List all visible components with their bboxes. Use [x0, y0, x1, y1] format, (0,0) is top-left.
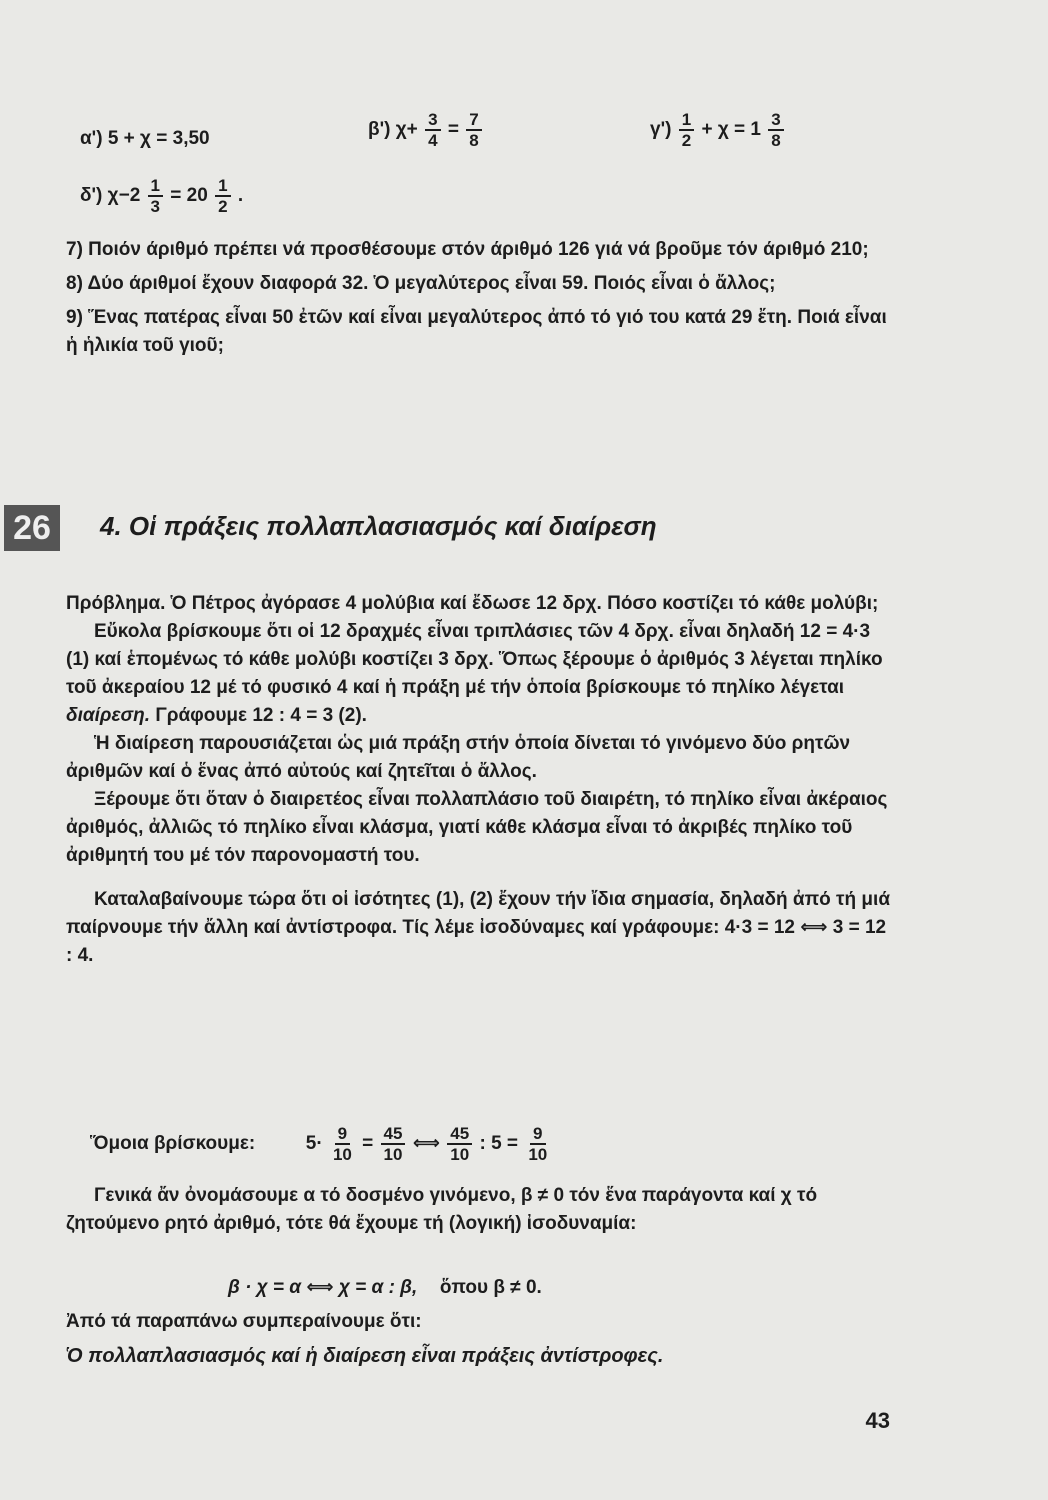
paragraph-4: Καταλαβαίνουμε τώρα ὅτι οἱ ἰσότητες (1), (2) ἔχουν τήν ἴδια σημασία, δηλαδή ἀπό τή μιά παίρνουμε τήν ἄλλη καί ἀντίστροφα. Τίς λέμε ἰσοδύναμες καί γράφουμε: 4·3 = 12 ⟺ 3 = 12 : 4. [66, 889, 890, 966]
numerator: 1 [679, 110, 694, 131]
denominator: 10 [528, 1145, 548, 1164]
problem-9: 9) Ἕνας πατέρας εἶναι 50 ἐτῶν καί εἶναι μεγαλύτερος ἀπό τό γιό του κατά 29 ἔτη. Ποιά εἶναι ἡ ἡλικία τοῦ γιοῦ; [66, 307, 887, 356]
exercise-d-end: . [237, 185, 244, 207]
similar-label: Ὅμοια βρίσκουμε: [90, 1133, 256, 1155]
numerator: 1 [148, 176, 163, 197]
problem-label: Πρόβλημα. [66, 593, 166, 614]
paragraph-2: Ἡ διαίρεση παρουσιάζεται ὡς μιά πράξη στήν ὁποία δίνεται τό γινόμενο δύο ρητῶν ἀριθμῶν καί ὁ ἕνας ἀπό αὐτούς καί ζητεῖται ὁ ἄλλος. [66, 733, 851, 782]
exercise-a-expr: 5 + χ = 3,50 [107, 128, 210, 149]
equals-sign: = [362, 1133, 374, 1155]
fraction [215, 176, 230, 216]
denominator: 10 [383, 1145, 403, 1164]
denominator: 2 [218, 197, 228, 216]
section-title: 4. Οἱ πράξεις πολλαπλασιασμός καί διαίρεση [100, 511, 657, 541]
division-part: : 5 = [479, 1133, 519, 1155]
exercise-c-mid: + χ = 1 [701, 119, 761, 141]
denominator: 3 [150, 197, 161, 216]
general-paragraph [66, 1182, 896, 1238]
denominator: 10 [332, 1145, 352, 1164]
term-division: διαίρεση. [66, 705, 151, 726]
numerator: 3 [425, 110, 440, 131]
fraction [447, 1124, 472, 1164]
page-number: 43 [865, 1408, 890, 1433]
numerator: 1 [215, 176, 230, 197]
section-number-badge: 26 [4, 505, 60, 551]
exercise-a [80, 128, 210, 150]
fraction [466, 110, 481, 150]
denominator: 10 [450, 1145, 470, 1164]
fraction [425, 110, 440, 150]
exercise-b-pre: χ+ [395, 119, 418, 141]
numerator: 3 [768, 110, 783, 131]
exercise-c [650, 110, 786, 150]
exercise-d [80, 176, 243, 216]
similar-equation [90, 1124, 552, 1164]
numerator: 9 [335, 1124, 350, 1145]
equals-sign: = [447, 119, 459, 141]
fraction [679, 110, 694, 150]
problem-statement [66, 590, 896, 618]
section-heading-row [0, 505, 1048, 553]
paragraph-3: Ξέρουμε ὅτι ὅταν ὁ διαιρετέος εἶναι πολλαπλάσιο τοῦ διαιρέτη, τό πηλίκο εἶναι ἀκέραιος ἀριθμός, ἀλλιῶς τό πηλίκο εἶναι κλάσμα, γιατί κάθε κλάσμα εἶναι τό ἀκριβές πηλίκο τοῦ ἀριθμητή του μέ τόν παρονομαστή του. [66, 789, 888, 866]
fraction [381, 1124, 406, 1164]
equivalence-formula: β · χ = α ⟺ χ = α : β, [228, 1277, 418, 1298]
denominator: 4 [428, 131, 438, 150]
paragraph-6: Ἀπό τά παραπάνω συμπεραίνουμε ὅτι: [66, 1311, 422, 1332]
numerator: 9 [530, 1124, 545, 1145]
conclusion-statement: Ὁ πολλαπλασιασμός καί ἡ διαίρεση εἶναι πράξεις ἀντίστροφες. [66, 1345, 664, 1367]
exercise-b-label: β') [368, 119, 391, 141]
paragraph-1-text: Εὔκολα βρίσκουμε ὅτι οἱ 12 δραχμές εἶναι τριπλάσιες τῶν 4 δρχ. εἶναι δηλαδή 12 = 4·3 (1) καί ἑπομένως τό κάθε μολύβι κοστίζει 3 δρχ. Ὅπως ξέρουμε ὁ ἀριθμός 3 λέγεται πηλίκο τοῦ ἀκεραίου 12 μέ τό φυσικό 4 καί ἡ πράξη μέ τήν ὁποία βρίσκουμε τό πηλίκο λέγεται [66, 621, 883, 698]
conclusion-block [66, 1308, 896, 1370]
equivalence-arrow: ⟺ [412, 1133, 440, 1155]
exercise-b [368, 110, 484, 150]
factor: 5· [305, 1133, 323, 1155]
paragraph-5: Γενικά ἄν ὀνομάσουμε α τό δοσμένο γινόμενο, β ≠ 0 τόν ἕνα παράγοντα καί χ τό ζητούμενο ρητό ἀριθμό, τότε θά ἔχουμε τή (λογική) ἰσοδυναμία: [66, 1185, 818, 1234]
exercise-a-label: α') [80, 128, 103, 149]
fraction [768, 110, 783, 150]
problem-8: 8) Δύο άριθμοί ἔχουν διαφορά 32. Ὁ μεγαλύτερος εἶναι 59. Ποιός εἶναι ὁ ἄλλος; [66, 273, 776, 294]
paragraph-1-end: Γράφουμε 12 : 4 = 3 (2). [155, 705, 367, 726]
fraction [148, 176, 163, 216]
problem-7: 7) Ποιόν άριθμό πρέπει νά προσθέσουμε στόν άριθμό 126 γιά νά βροῦμε τόν άριθμό 210; [66, 239, 869, 260]
denominator: 8 [771, 131, 781, 150]
exercise-d-mid: = 20 [170, 185, 208, 207]
equivalence-line [228, 1276, 542, 1299]
paragraph-1 [66, 618, 896, 730]
numerator: 45 [381, 1124, 406, 1145]
numerator: 45 [447, 1124, 472, 1145]
denominator: 8 [469, 131, 479, 150]
exercise-c-label: γ') [650, 119, 672, 141]
fraction [525, 1124, 550, 1164]
problems-list [66, 236, 896, 360]
denominator: 2 [681, 131, 692, 150]
fraction [330, 1124, 355, 1164]
numerator: 7 [466, 110, 481, 131]
problem-text: Ὁ Πέτρος ἀγόρασε 4 μολύβια καί ἔδωσε 12 δρχ. Πόσο κοστίζει τό κάθε μολύβι; [170, 593, 879, 614]
equivalence-condition: ὅπου β ≠ 0. [439, 1277, 542, 1298]
exercise-d-pre: χ−2 [107, 185, 141, 207]
exercise-d-label: δ') [80, 185, 103, 207]
section-body [66, 590, 896, 970]
